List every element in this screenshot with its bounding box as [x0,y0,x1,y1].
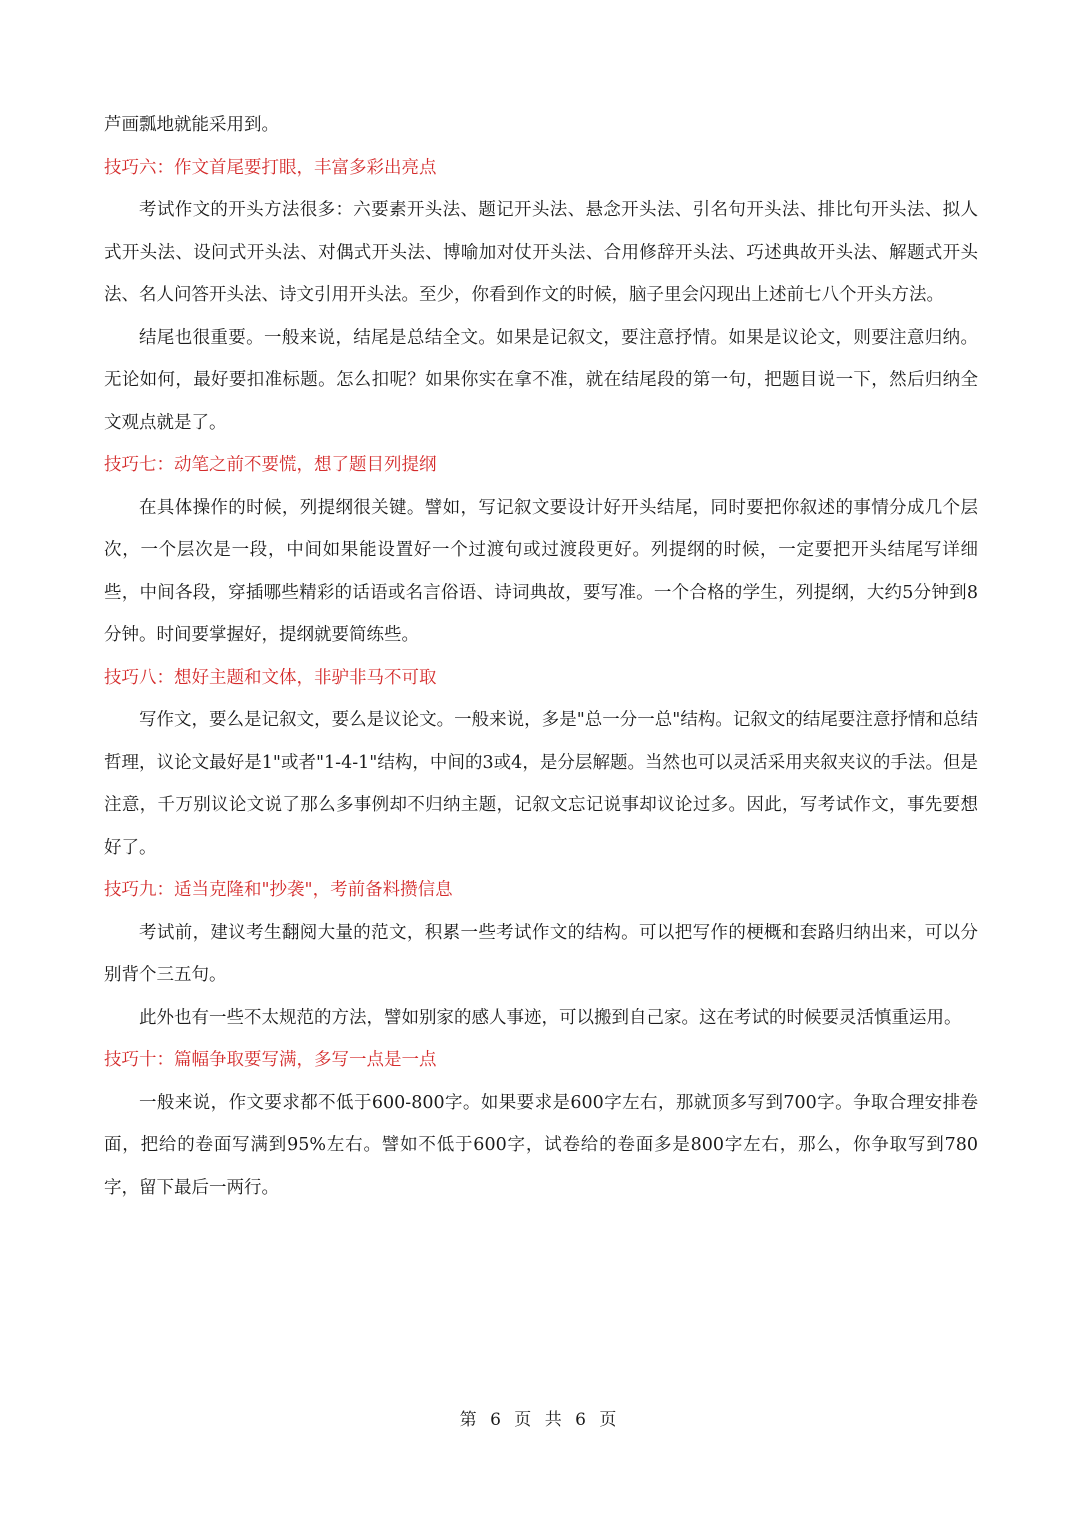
paragraph-tip-6-endings: 结尾也很重要。一般来说，结尾是总结全文。如果是记叙文，要注意抒情。如果是议论文，则要注意归纳。无论如何，最好要扣准标题。怎么扣呢？如果你实在拿不准，就在结尾段的第一句，把题目说一下，然后归纳全文观点就是了。 [104,327,978,433]
heading-tip-7: 技巧七：动笔之前不要慌，想了题目列提纲 [104,455,437,475]
heading-tip-10: 技巧十：篇幅争取要写满，多写一点是一点 [104,1050,437,1070]
document-body [104,104,978,1209]
paragraph-continuation: 芦画瓢地就能采用到。 [104,115,279,135]
heading-tip-6: 技巧六：作文首尾要打眼，丰富多彩出亮点 [104,157,437,178]
paragraph-tip-9-methods: 此外也有一些不太规范的方法，譬如别家的感人事迹，可以搬到自己家。这在考试的时候要灵活慎重运用。 [139,1007,962,1028]
heading-tip-8: 技巧八：想好主题和文体，非驴非马不可取 [104,667,437,688]
page-number-footer: 第 6 页 共 6 页 [459,1410,621,1430]
paragraph-tip-6-openings: 考试作文的开头方法很多：六要素开头法、题记开头法、悬念开头法、引名句开头法、排比句开头法、拟人式开头法、设问式开头法、对偶式开头法、博喻加对仗开头法、合用修辞开头法、巧述典故开头法、解题式开头法、名人问答开头法、诗文引用开头法。至少，你看到作文的时候，脑子里会闪现出上述前七八个开头方法。 [104,200,978,305]
paragraph-tip-9-preparation: 考试前，建议考生翻阅大量的范文，积累一些考试作文的结构。可以把写作的梗概和套路归纳出来，可以分别背个三五句。 [104,922,978,985]
paragraph-tip-8: 写作文，要么是记叙文，要么是议论文。一般来说，多是"总一分一总"结构。记叙文的结尾要注意抒情和总结哲理，议论文最好是1"或者"1-4-1"结构，中间的3或4，是分层解题。当然也可以灵活采用夹叙夹议的手法。但是注意，千万别议论文说了那么多事例却不归纳主题，记叙文忘记说事却议论过多。因此，写考试作文，事先要想好了。 [104,710,978,858]
heading-tip-9: 技巧九：适当克隆和"抄袭"，考前备料攒信息 [104,880,453,900]
paragraph-tip-10: 一般来说，作文要求都不低于600-800字。如果要求是600字左右，那就顶多写到700字。争取合理安排卷面，把给的卷面写满到95%左右。譬如不低于600字，试卷给的卷面多是800字左右，那么，你争取写到780字，留下最后一两行。 [104,1092,978,1198]
paragraph-tip-7: 在具体操作的时候，列提纲很关键。譬如，写记叙文要设计好开头结尾，同时要把你叙述的事情分成几个层次，一个层次是一段，中间如果能设置好一个过渡句或过渡段更好。列提纲的时候，一定要把开头结尾写详细些，中间各段，穿插哪些精彩的话语或名言俗语、诗词典故，要写准。一个合格的学生，列提纲，大约5分钟到8分钟。时间要掌握好，提纲就要简练些。 [104,497,978,645]
